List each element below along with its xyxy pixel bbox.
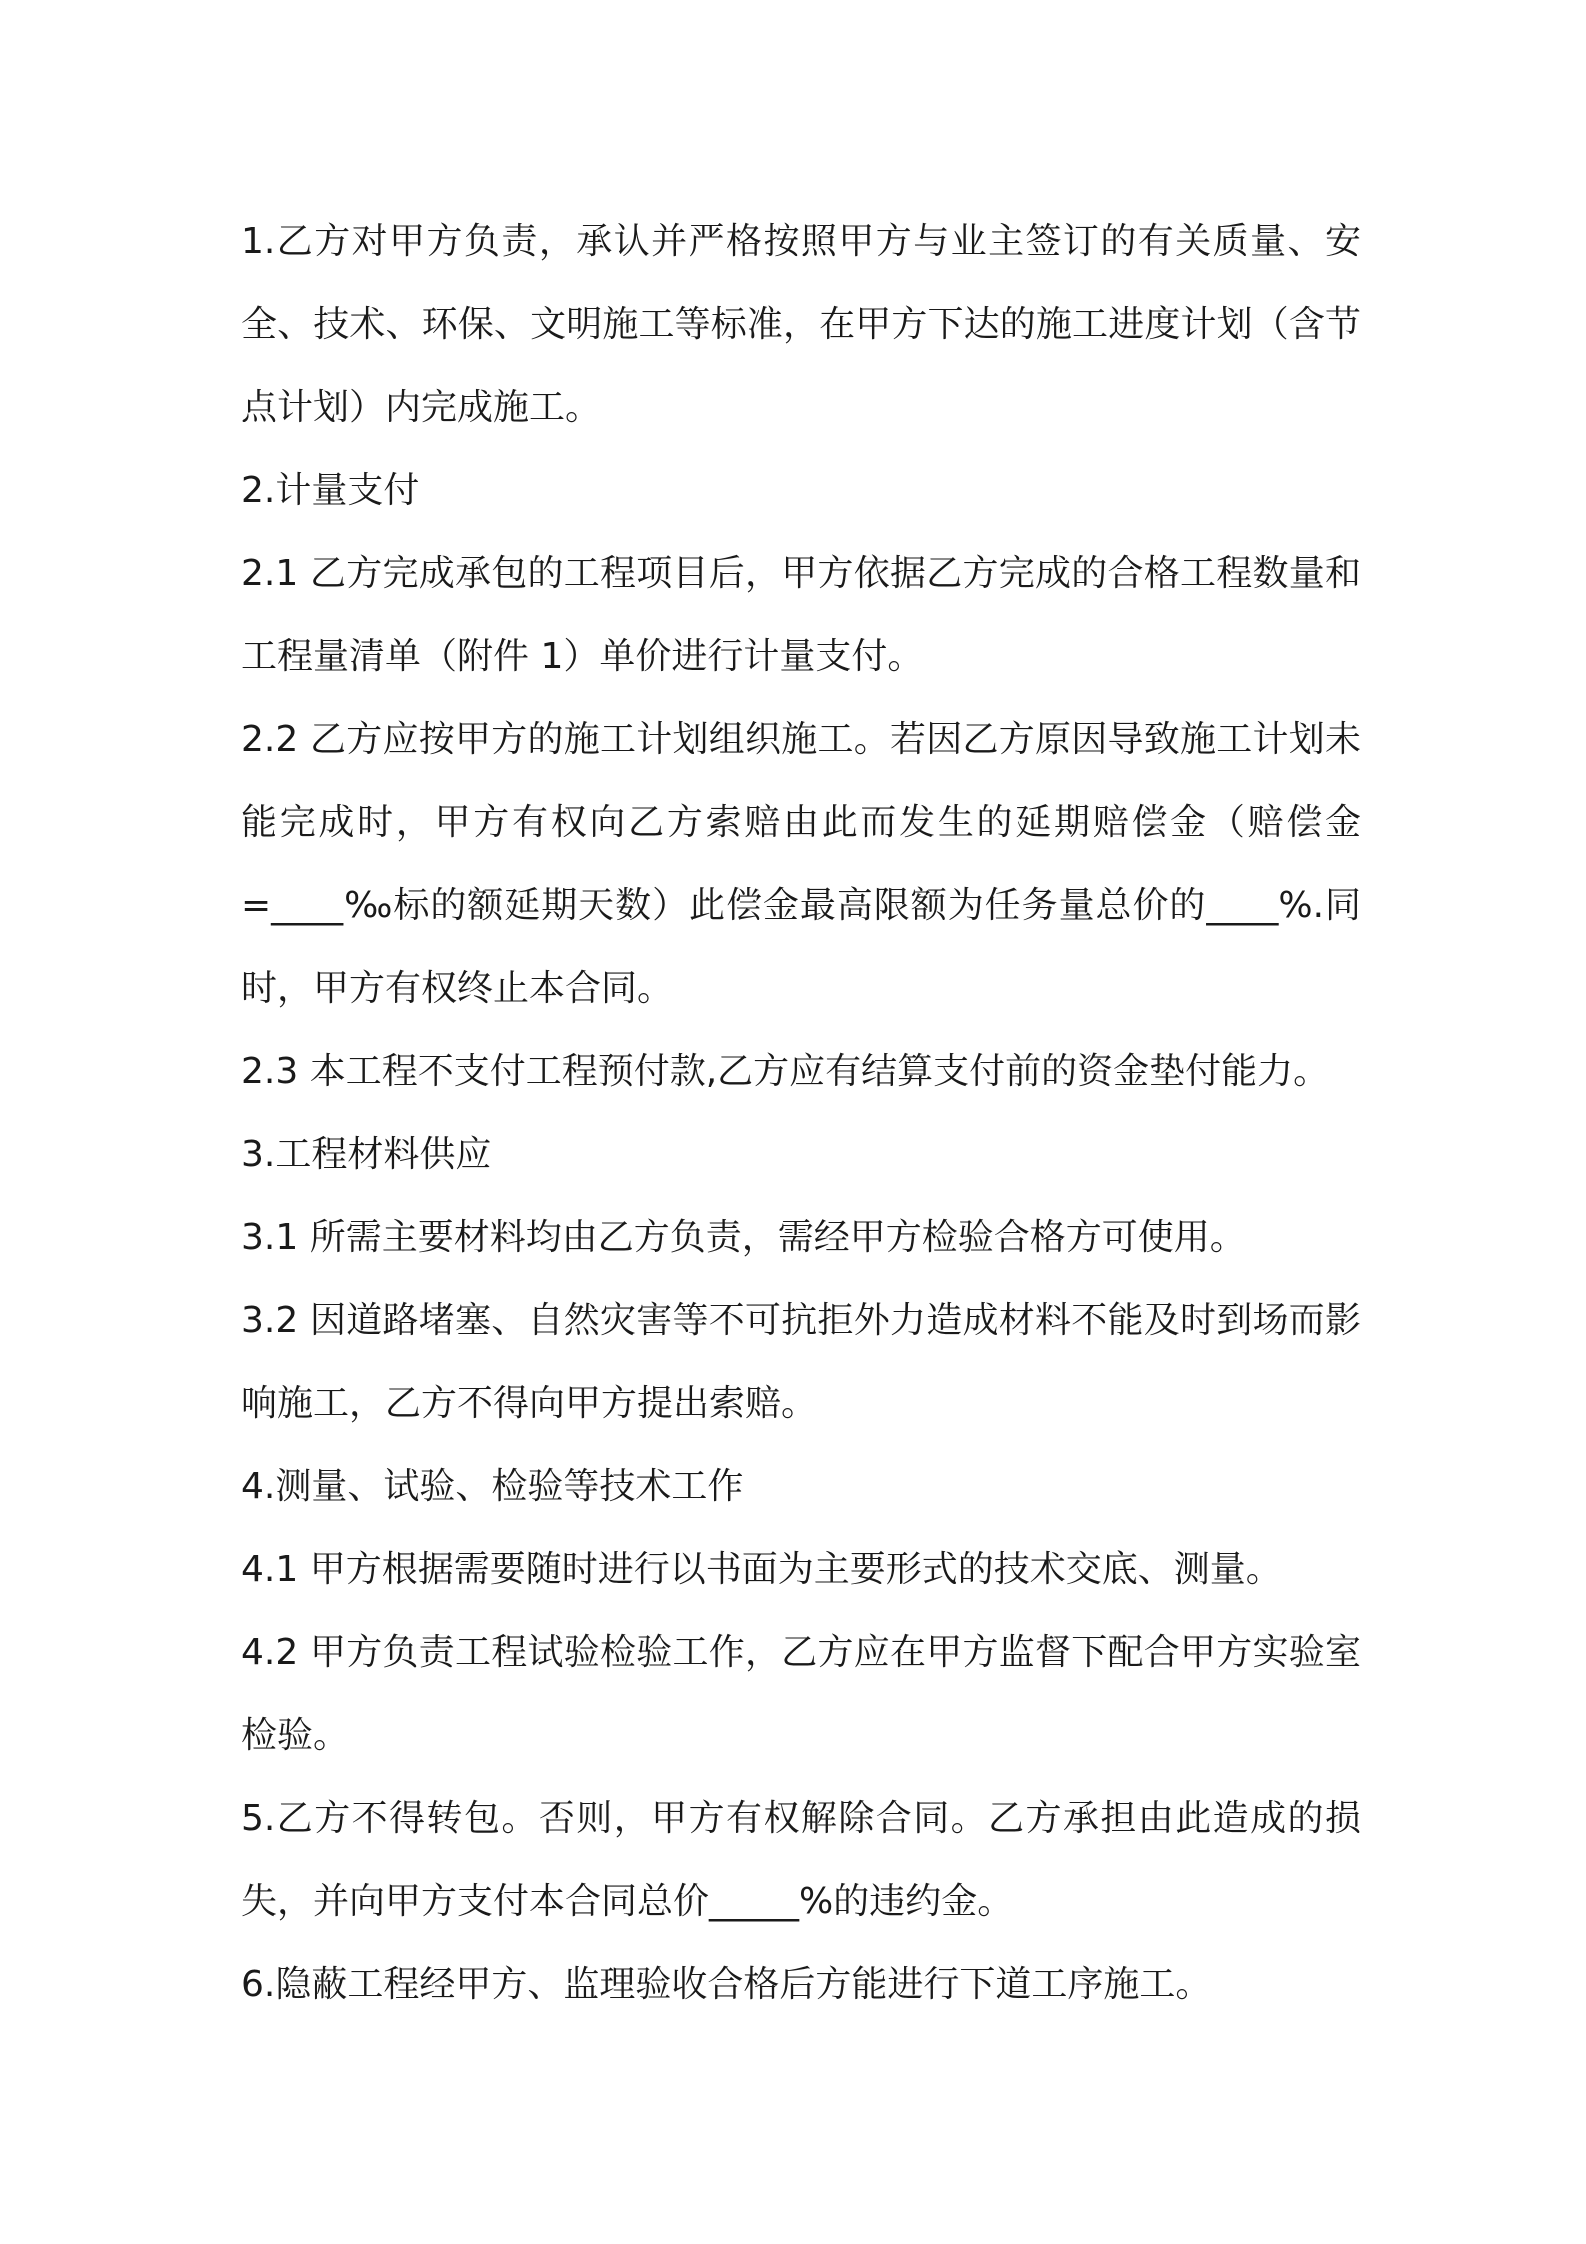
clause-3-heading: 3.工程材料供应 bbox=[241, 1134, 492, 1175]
clause-4-1-paragraph: 4.1 甲方根据需要随时进行以书面为主要形式的技术交底、测量。 bbox=[241, 1549, 1282, 1590]
clause-4-2-paragraph: 4.2 甲方负责工程试验检验工作，乙方应在甲方监督下配合甲方实验室检验。 bbox=[241, 1632, 1361, 1756]
clause-2-3-paragraph: 2.3 本工程不支付工程预付款,乙方应有结算支付前的资金垫付能力。 bbox=[241, 1051, 1330, 1092]
clause-4-heading: 4.测量、试验、检验等技术工作 bbox=[241, 1466, 744, 1507]
clause-2-heading: 2.计量支付 bbox=[241, 470, 420, 511]
clause-2-2-paragraph: 2.2 乙方应按甲方的施工计划组织施工。若因乙方原因导致施工计划未能完成时，甲方有权向乙方索赔由此而发生的延期赔偿金（赔偿金=____‰标的额延期天数）此偿金最高限额为任务量总价的____%.同时，甲方有权终止本合同。 bbox=[241, 719, 1361, 1009]
clause-3-1-paragraph: 3.1 所需主要材料均由乙方负责，需经甲方检验合格方可使用。 bbox=[241, 1217, 1246, 1258]
clause-2-1-paragraph: 2.1 乙方完成承包的工程项目后，甲方依据乙方完成的合格工程数量和工程量清单（附件 1）单价进行计量支付。 bbox=[241, 553, 1361, 677]
contract-body bbox=[241, 200, 1361, 2026]
clause-1-paragraph: 1.乙方对甲方负责，承认并严格按照甲方与业主签订的有关质量、安全、技术、环保、文明施工等标准，在甲方下达的施工进度计划（含节点计划）内完成施工。 bbox=[241, 221, 1361, 428]
clause-3-2-paragraph: 3.2 因道路堵塞、自然灾害等不可抗拒外力造成材料不能及时到场而影响施工，乙方不得向甲方提出索赔。 bbox=[241, 1300, 1361, 1424]
clause-5-paragraph: 5.乙方不得转包。否则，甲方有权解除合同。乙方承担由此造成的损失，并向甲方支付本合同总价_____%的违约金。 bbox=[241, 1798, 1361, 1922]
clause-6-paragraph: 6.隐蔽工程经甲方、监理验收合格后方能进行下道工序施工。 bbox=[241, 1964, 1212, 2005]
